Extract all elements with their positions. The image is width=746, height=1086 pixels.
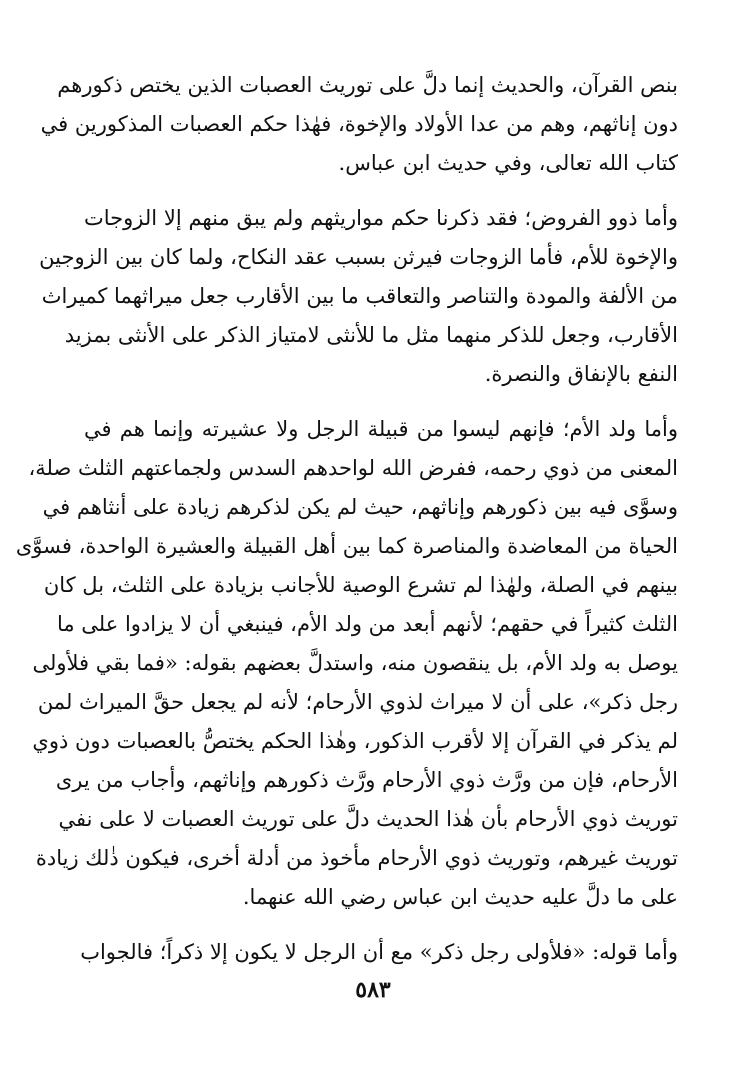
text-line: الثلث كثيراً في حقهم؛ لأنهم أبعد من ولد الأم، فينبغي أن لا يزادوا على ما xyxy=(56,612,678,636)
text-line: توريث ذوي الأرحام بأن هٰذا الحديث دلَّ على توريث العصبات لا على نفي xyxy=(58,807,678,831)
page-body xyxy=(15,66,678,972)
text-line: توريث غيرهم، وتوريث ذوي الأرحام مأخوذ من أدلة أخرى، فيكون ذٰلك زيادة xyxy=(35,846,678,870)
text-line: الحياة من المعاضدة والمناصرة كما بين أهل القبيلة والعشيرة الواحدة، فسوَّى xyxy=(15,534,678,558)
text-line: رجل ذكر»، على أن لا ميراث لذوي الأرحام؛ لأنه لم يجعل حقَّ الميراث لمن xyxy=(37,690,678,714)
text-line: بينهم في الصلة، ولهٰذا لم تشرع الوصية للأجانب بزيادة على الثلث، بل كان xyxy=(43,573,678,597)
text-line: والإخوة للأم، فأما الزوجات فيرثن بسبب عقد النكاح، ولما كان بين الزوجين xyxy=(39,245,678,269)
text-line: وأما ذوو الفروض؛ فقد ذكرنا حكم مواريثهم ولم يبق منهم إلا الزوجات xyxy=(84,206,678,230)
paragraph-heirs-text xyxy=(40,66,678,183)
text-line: وأما ولد الأم؛ فإنهم ليسوا من قبيلة الرجل ولا عشيرته وإنما هم في xyxy=(84,417,678,441)
paragraph-gap xyxy=(84,394,678,410)
text-line: النفع بالإنفاق والنصرة. xyxy=(484,362,678,386)
paragraph-gap xyxy=(84,183,678,199)
text-line: لم يذكر في القرآن إلا لأقرب الذكور، وهٰذا الحكم يختصُّ بالعصبات دون ذوي xyxy=(32,729,678,753)
text-line: بنص القرآن، والحديث إنما دلَّ على توريث العصبات الذين يختص ذكورهم xyxy=(57,73,678,97)
paragraph-answer xyxy=(80,933,678,972)
text-line: يوصل به ولد الأم، بل ينقصون منه، واستدلَّ بعضهم بقوله: «فما بقي فلأولى xyxy=(32,651,678,675)
text-line: المعنى من ذوي رحمه، ففرض الله لواحدهم السدس ولجماعتهم الثلث صلة، xyxy=(28,456,678,480)
text-line: كتاب الله تعالى، وفي حديث ابن عباس. xyxy=(338,151,678,175)
text-line: من الألفة والمودة والتناصر والتعاقب ما بين الأقارب جعل ميراثهما كميراث xyxy=(41,284,678,308)
text-line: وسوَّى فيه بين ذكورهم وإناثهم، حيث لم يكن لذكرهم زيادة على أنثاهم في xyxy=(42,495,678,519)
paragraph-maternal-siblings xyxy=(15,410,678,917)
text-line: وأما قوله: «فلأولى رجل ذكر» مع أن الرجل لا يكون إلا ذكراً؛ فالجواب xyxy=(80,940,678,964)
text-line: الأقارب، وجعل للذكر منهما مثل ما للأنثى لامتياز الذكر على الأنثى بمزيد xyxy=(64,323,678,347)
text-line: الأرحام، فإن من ورَّث ذوي الأرحام ورَّث ذكورهم وإناثهم، وأجاب من يرى xyxy=(55,768,678,792)
text-line: دون إناثهم، وهم من عدا الأولاد والإخوة، فهٰذا حكم العصبات المذكورين في xyxy=(40,112,678,136)
text-line: على ما دلَّ عليه حديث ابن عباس رضي الله عنهما. xyxy=(242,885,678,909)
paragraph-fixed-shares xyxy=(39,199,678,394)
page-number: ٥٨٣ xyxy=(355,977,391,1003)
paragraph-gap xyxy=(84,917,678,933)
